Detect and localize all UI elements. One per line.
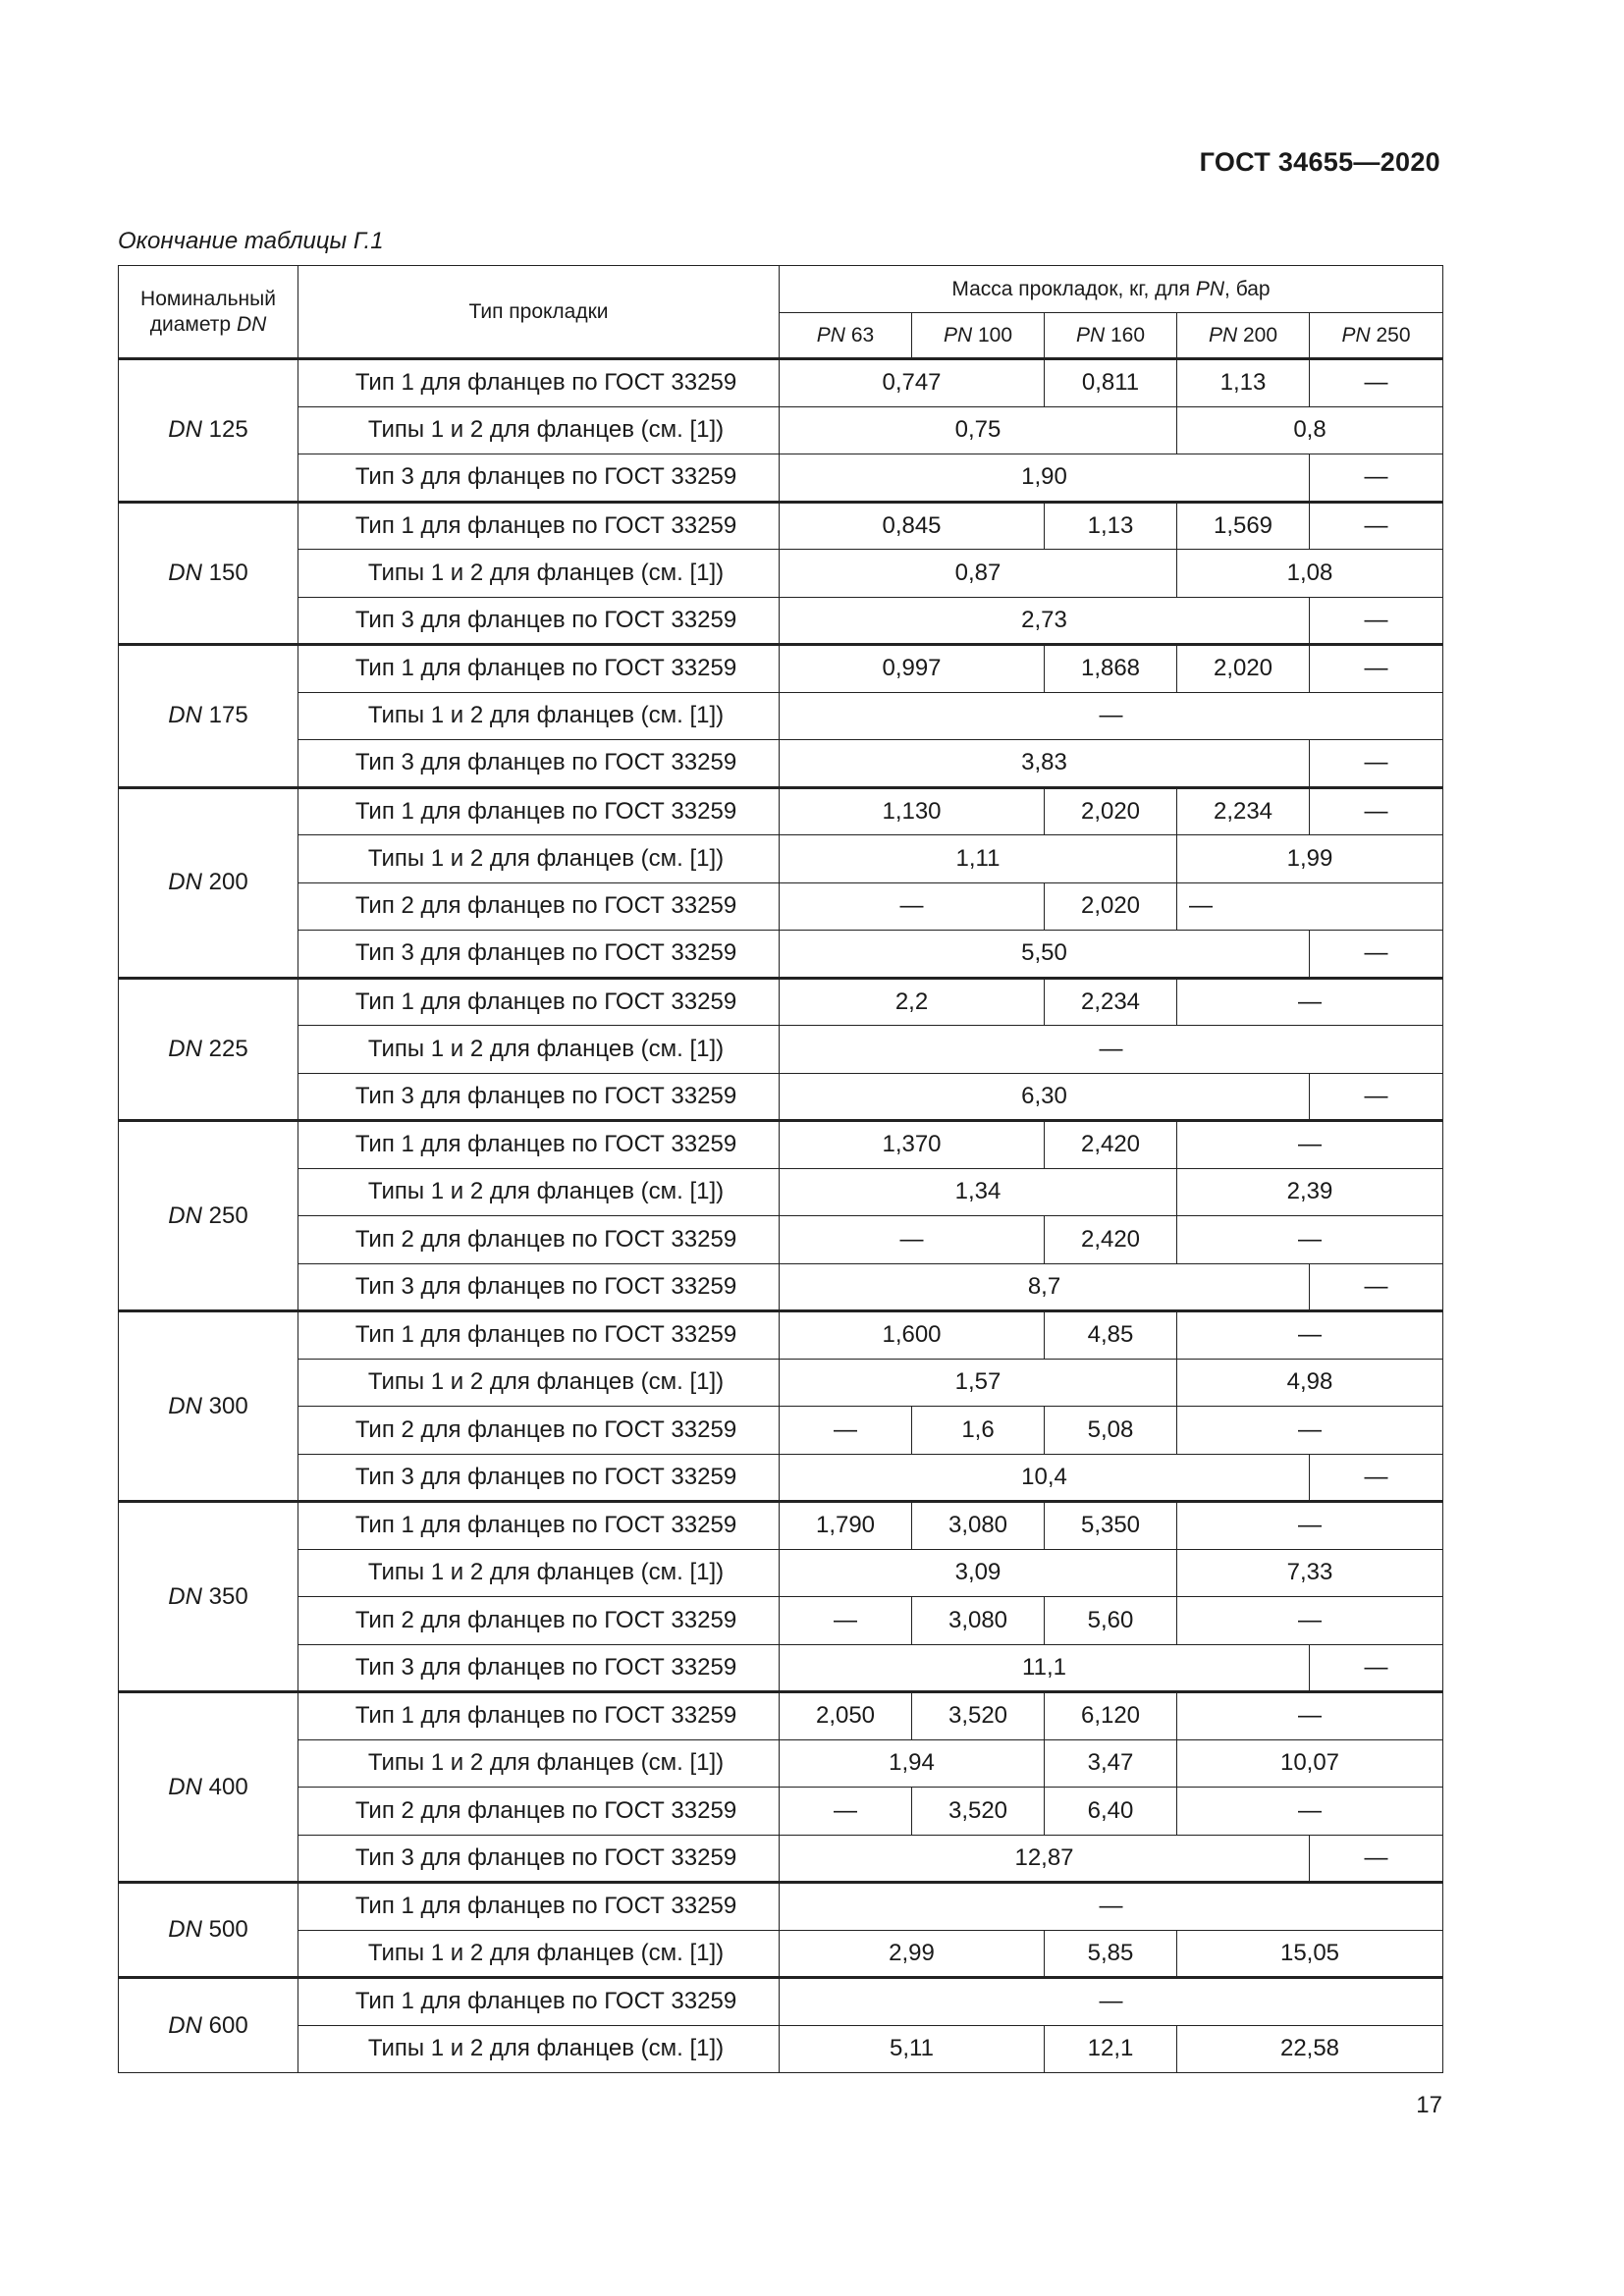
gasket-type-cell: Тип 2 для фланцев по ГОСТ 33259 <box>298 1788 780 1836</box>
header-pn-63: PN 63 <box>780 313 912 359</box>
gasket-type-cell: Тип 1 для фланцев по ГОСТ 33259 <box>298 1883 780 1931</box>
mass-value-cell: 8,7 <box>780 1263 1310 1311</box>
table-row <box>119 1978 1443 2026</box>
table-row <box>119 1359 1443 1407</box>
gasket-type-cell: Тип 3 для фланцев по ГОСТ 33259 <box>298 1835 780 1883</box>
table-row <box>119 1121 1443 1169</box>
nominal-diameter-cell: DN 125 <box>119 359 298 503</box>
gasket-type-cell: Типы 1 и 2 для фланцев (см. [1]) <box>298 692 780 740</box>
table-row <box>119 2025 1443 2073</box>
mass-value-cell: 1,790 <box>780 1502 912 1550</box>
mass-value-cell: 1,34 <box>780 1168 1177 1216</box>
mass-value-cell: 7,33 <box>1177 1549 1443 1597</box>
mass-value-cell: — <box>780 1407 912 1455</box>
gasket-type-cell: Типы 1 и 2 для фланцев (см. [1]) <box>298 1739 780 1788</box>
mass-value-cell: 10,07 <box>1177 1739 1443 1788</box>
gasket-type-cell: Тип 3 для фланцев по ГОСТ 33259 <box>298 931 780 979</box>
mass-value-cell: 3,520 <box>912 1692 1045 1740</box>
gasket-type-cell: Тип 2 для фланцев по ГОСТ 33259 <box>298 1216 780 1264</box>
mass-value-cell: — <box>1310 787 1443 835</box>
mass-value-cell: 10,4 <box>780 1454 1310 1502</box>
table-row <box>119 1692 1443 1740</box>
table-row <box>119 1454 1443 1502</box>
table-row <box>119 1311 1443 1360</box>
mass-value-cell: — <box>780 1216 1045 1264</box>
mass-value-cell: — <box>1177 978 1443 1026</box>
mass-value-cell: — <box>1310 1073 1443 1121</box>
gasket-type-cell: Тип 3 для фланцев по ГОСТ 33259 <box>298 454 780 503</box>
mass-value-cell: — <box>1310 1454 1443 1502</box>
header-gasket-type: Тип прокладки <box>298 266 780 359</box>
mass-value-cell: 2,020 <box>1177 645 1310 693</box>
gasket-type-cell: Тип 1 для фланцев по ГОСТ 33259 <box>298 1502 780 1550</box>
table-row <box>119 1502 1443 1550</box>
mass-value-cell: — <box>1310 597 1443 645</box>
mass-value-cell: 6,30 <box>780 1073 1310 1121</box>
gasket-type-cell: Тип 3 для фланцев по ГОСТ 33259 <box>298 597 780 645</box>
mass-value-cell: 2,020 <box>1045 882 1177 931</box>
gasket-type-cell: Тип 2 для фланцев по ГОСТ 33259 <box>298 882 780 931</box>
nominal-diameter-cell: DN 250 <box>119 1121 298 1311</box>
mass-value-cell: 3,080 <box>912 1597 1045 1645</box>
table-row <box>119 1407 1443 1455</box>
mass-value-cell: — <box>1310 931 1443 979</box>
mass-value-cell: — <box>1310 645 1443 693</box>
mass-value-cell: 12,1 <box>1045 2025 1177 2073</box>
header-pn-250: PN 250 <box>1310 313 1443 359</box>
mass-value-cell: 3,520 <box>912 1788 1045 1836</box>
table-row <box>119 835 1443 883</box>
table-row <box>119 550 1443 598</box>
table-row <box>119 502 1443 550</box>
mass-value-cell: 1,13 <box>1177 359 1310 407</box>
header-pn-100: PN 100 <box>912 313 1045 359</box>
mass-value-cell: — <box>1310 359 1443 407</box>
mass-value-cell: 1,600 <box>780 1311 1045 1360</box>
mass-value-cell: 1,130 <box>780 787 1045 835</box>
gasket-type-cell: Тип 1 для фланцев по ГОСТ 33259 <box>298 359 780 407</box>
nominal-diameter-cell: DN 600 <box>119 1978 298 2073</box>
mass-value-cell: — <box>1177 1788 1443 1836</box>
mass-value-cell: 1,99 <box>1177 835 1443 883</box>
table-row <box>119 931 1443 979</box>
table-row <box>119 1788 1443 1836</box>
mass-value-cell: 6,40 <box>1045 1788 1177 1836</box>
gasket-type-cell: Типы 1 и 2 для фланцев (см. [1]) <box>298 1026 780 1074</box>
mass-value-cell: — <box>780 692 1443 740</box>
gasket-type-cell: Тип 2 для фланцев по ГОСТ 33259 <box>298 1407 780 1455</box>
nominal-diameter-cell: DN 225 <box>119 978 298 1121</box>
mass-value-cell: — <box>1177 1597 1443 1645</box>
mass-value-cell: 5,60 <box>1045 1597 1177 1645</box>
mass-value-cell: 12,87 <box>780 1835 1310 1883</box>
mass-value-cell: 6,120 <box>1045 1692 1177 1740</box>
mass-value-cell: — <box>1310 1263 1443 1311</box>
mass-value-cell: — <box>1177 1502 1443 1550</box>
gasket-type-cell: Тип 1 для фланцев по ГОСТ 33259 <box>298 1311 780 1360</box>
nominal-diameter-cell: DN 200 <box>119 787 298 978</box>
mass-value-cell: — <box>1177 1121 1443 1169</box>
table-caption: Окончание таблицы Г.1 <box>118 228 384 254</box>
mass-value-cell: 5,08 <box>1045 1407 1177 1455</box>
nominal-diameter-cell: DN 400 <box>119 1692 298 1883</box>
mass-value-cell: 2,420 <box>1045 1216 1177 1264</box>
table-row <box>119 1835 1443 1883</box>
gasket-type-cell: Типы 1 и 2 для фланцев (см. [1]) <box>298 406 780 454</box>
mass-value-cell: 5,11 <box>780 2025 1045 2073</box>
mass-value-cell: 5,85 <box>1045 1930 1177 1978</box>
table-row <box>119 406 1443 454</box>
gasket-type-cell: Типы 1 и 2 для фланцев (см. [1]) <box>298 550 780 598</box>
mass-value-cell: 1,08 <box>1177 550 1443 598</box>
table-row <box>119 882 1443 931</box>
nominal-diameter-cell: DN 150 <box>119 502 298 645</box>
mass-value-cell: 3,09 <box>780 1549 1177 1597</box>
table-row <box>119 1168 1443 1216</box>
gasket-type-cell: Типы 1 и 2 для фланцев (см. [1]) <box>298 1359 780 1407</box>
mass-value-cell: 2,99 <box>780 1930 1045 1978</box>
mass-value-cell: — <box>780 1597 912 1645</box>
gasket-type-cell: Тип 1 для фланцев по ГОСТ 33259 <box>298 1121 780 1169</box>
mass-value-cell: 1,370 <box>780 1121 1045 1169</box>
mass-value-cell: — <box>780 1026 1443 1074</box>
gasket-type-cell: Типы 1 и 2 для фланцев (см. [1]) <box>298 1549 780 1597</box>
table-row <box>119 1597 1443 1645</box>
mass-value-cell: — <box>1310 740 1443 788</box>
table-row <box>119 1073 1443 1121</box>
gasket-type-cell: Тип 2 для фланцев по ГОСТ 33259 <box>298 1597 780 1645</box>
mass-value-cell: — <box>1177 1311 1443 1360</box>
mass-value-cell: 0,997 <box>780 645 1045 693</box>
table-row <box>119 1644 1443 1692</box>
gasket-type-cell: Тип 3 для фланцев по ГОСТ 33259 <box>298 1644 780 1692</box>
mass-value-cell: — <box>780 1883 1443 1931</box>
mass-value-cell: — <box>1310 502 1443 550</box>
table-row <box>119 1739 1443 1788</box>
nominal-diameter-cell: DN 500 <box>119 1883 298 1978</box>
gasket-type-cell: Тип 1 для фланцев по ГОСТ 33259 <box>298 787 780 835</box>
mass-value-cell: 2,050 <box>780 1692 912 1740</box>
mass-value-cell: — <box>1310 1644 1443 1692</box>
gasket-type-cell: Тип 3 для фланцев по ГОСТ 33259 <box>298 1073 780 1121</box>
mass-value-cell: 3,080 <box>912 1502 1045 1550</box>
mass-value-cell: 1,11 <box>780 835 1177 883</box>
mass-value-cell: — <box>780 1788 912 1836</box>
mass-value-cell: 2,39 <box>1177 1168 1443 1216</box>
mass-value-cell: — <box>780 882 1045 931</box>
mass-value-cell: 2,73 <box>780 597 1310 645</box>
mass-value-cell: 15,05 <box>1177 1930 1443 1978</box>
mass-value-cell: 4,85 <box>1045 1311 1177 1360</box>
mass-value-cell: 0,75 <box>780 406 1177 454</box>
mass-value-cell: 1,6 <box>912 1407 1045 1455</box>
gasket-type-cell: Типы 1 и 2 для фланцев (см. [1]) <box>298 1930 780 1978</box>
mass-value-cell: 3,83 <box>780 740 1310 788</box>
gasket-type-cell: Типы 1 и 2 для фланцев (см. [1]) <box>298 835 780 883</box>
mass-value-cell: 0,811 <box>1045 359 1177 407</box>
mass-value-cell: 4,98 <box>1177 1359 1443 1407</box>
mass-value-cell: — <box>1177 882 1443 931</box>
table-row <box>119 1263 1443 1311</box>
mass-value-cell: — <box>1177 1692 1443 1740</box>
header-nominal-diameter: Номинальный диаметр DN <box>119 266 298 359</box>
table-row <box>119 1930 1443 1978</box>
nominal-diameter-cell: DN 300 <box>119 1311 298 1502</box>
mass-value-cell: 1,569 <box>1177 502 1310 550</box>
mass-value-cell: 0,747 <box>780 359 1045 407</box>
mass-value-cell: 5,50 <box>780 931 1310 979</box>
table-row <box>119 1216 1443 1264</box>
mass-value-cell: 0,87 <box>780 550 1177 598</box>
mass-value-cell: — <box>1310 454 1443 503</box>
gasket-type-cell: Тип 3 для фланцев по ГОСТ 33259 <box>298 740 780 788</box>
gasket-mass-table <box>118 265 1443 2073</box>
mass-value-cell: 2,2 <box>780 978 1045 1026</box>
gasket-type-cell: Тип 1 для фланцев по ГОСТ 33259 <box>298 978 780 1026</box>
mass-value-cell: — <box>780 1978 1443 2026</box>
mass-value-cell: 2,420 <box>1045 1121 1177 1169</box>
mass-value-cell: 1,13 <box>1045 502 1177 550</box>
gasket-type-cell: Тип 1 для фланцев по ГОСТ 33259 <box>298 645 780 693</box>
gasket-type-cell: Тип 3 для фланцев по ГОСТ 33259 <box>298 1454 780 1502</box>
mass-value-cell: 1,90 <box>780 454 1310 503</box>
mass-value-cell: — <box>1177 1216 1443 1264</box>
table-row <box>119 978 1443 1026</box>
nominal-diameter-cell: DN 350 <box>119 1502 298 1692</box>
mass-value-cell: 22,58 <box>1177 2025 1443 2073</box>
table-row <box>119 1549 1443 1597</box>
table-row <box>119 740 1443 788</box>
gasket-type-cell: Тип 1 для фланцев по ГОСТ 33259 <box>298 1978 780 2026</box>
mass-value-cell: 0,8 <box>1177 406 1443 454</box>
mass-value-cell: 1,94 <box>780 1739 1045 1788</box>
gasket-type-cell: Тип 1 для фланцев по ГОСТ 33259 <box>298 502 780 550</box>
table-row <box>119 787 1443 835</box>
table-row <box>119 359 1443 407</box>
mass-value-cell: 1,57 <box>780 1359 1177 1407</box>
table-row <box>119 692 1443 740</box>
nominal-diameter-cell: DN 175 <box>119 645 298 788</box>
table-row <box>119 645 1443 693</box>
mass-value-cell: — <box>1177 1407 1443 1455</box>
gasket-type-cell: Тип 3 для фланцев по ГОСТ 33259 <box>298 1263 780 1311</box>
gasket-type-cell: Тип 1 для фланцев по ГОСТ 33259 <box>298 1692 780 1740</box>
table-row <box>119 1883 1443 1931</box>
table-row <box>119 597 1443 645</box>
gasket-type-cell: Типы 1 и 2 для фланцев (см. [1]) <box>298 1168 780 1216</box>
mass-value-cell: 11,1 <box>780 1644 1310 1692</box>
page-number: 17 <box>1416 2092 1442 2118</box>
mass-value-cell: 2,234 <box>1177 787 1310 835</box>
mass-value-cell: — <box>1310 1835 1443 1883</box>
document-id: ГОСТ 34655—2020 <box>1199 147 1440 177</box>
mass-value-cell: 2,020 <box>1045 787 1177 835</box>
table-row <box>119 1026 1443 1074</box>
mass-value-cell: 2,234 <box>1045 978 1177 1026</box>
header-pn-160: PN 160 <box>1045 313 1177 359</box>
header-gasket-mass: Масса прокладок, кг, для PN, бар <box>780 266 1443 313</box>
header-pn-200: PN 200 <box>1177 313 1310 359</box>
mass-value-cell: 3,47 <box>1045 1739 1177 1788</box>
gasket-type-cell: Типы 1 и 2 для фланцев (см. [1]) <box>298 2025 780 2073</box>
mass-value-cell: 5,350 <box>1045 1502 1177 1550</box>
mass-value-cell: 1,868 <box>1045 645 1177 693</box>
table-row <box>119 454 1443 503</box>
mass-value-cell: 0,845 <box>780 502 1045 550</box>
